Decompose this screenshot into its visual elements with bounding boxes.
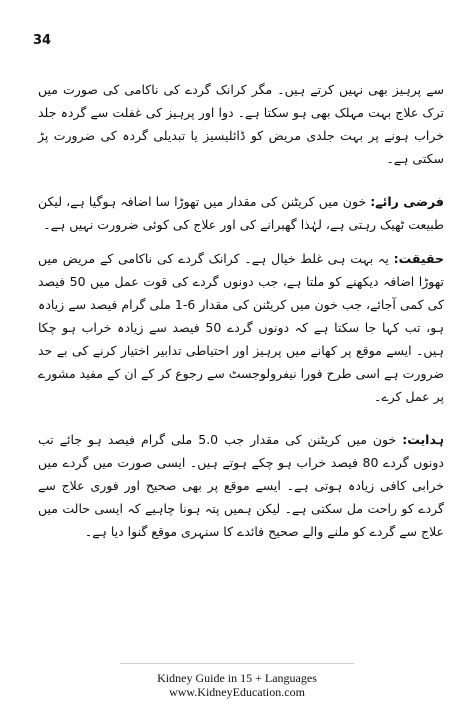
fact-text: یہ بہت ہی غلط خیال ہے۔ کرانک گردے کی ناکامی کے مریض میں تھوڑا اضافہ دیکھنے کو ملتا ہے، جب دونوں گردے کی قوت عمل میں 50 فیصد کی کمی آجائے، جب خون میں کریٹنن کی مقدار 6-1 ملی گرام فیصد سے زیادہ ہو، تب کہا جا سکتا ہے کہ دونوں گردے 50 فیصد سے زیادہ خراب ہو چکا ہیں۔ ایسے موقع پر کھانے میں پرہیز اور احتیاطی تدابیر اختیار کرنے کی بے حد ضرورت ہے اسی طرح فورا نیفرولوجسٹ سے رجوع کر کے ان کے مفید مشورے پر عمل کرے۔ bbox=[38, 251, 444, 404]
footer-website-link[interactable]: www.KidneyEducation.com bbox=[169, 685, 305, 699]
paragraph-text: سے پرہیز بھی نہیں کرتے ہیں۔ مگر کرانک گردے کی ناکامی کی صورت میں ترک علاج بہت مہلک بھی ہو سکتا ہے۔ دوا اور پرہیز کی غفلت سے گردہ جلد خراب ہونے پر بہت جلدی مریض کو ڈائلیسیز یا تبدیلی گردہ کی ضرورت پڑ سکتی ہے۔ bbox=[38, 82, 444, 166]
footer-title: Kidney Guide in 15 + Languages bbox=[157, 671, 317, 685]
paragraph-fact bbox=[38, 247, 444, 408]
advice-text: خون میں کریٹنن کی مقدار جب 5.0 ملی گرام فیصد ہو جائے تب دونوں گردے 80 فیصد خراب ہو چکے ہوتے ہیں۔ ایسی صورت میں گردے میں خرابی کافی زیادہ ہوتی ہے۔ ایسے موقع پر بھی صحیح اور فوری علاج سے گردے کو راحت مل سکتی ہے۔ لیکن ہمیں پتہ ہونا چاہیے کہ ایسی حالت میں علاج سے گردے کو ملنے والے صحیح فائدے کا سنہری موقع گنوا دیا ہے۔ bbox=[38, 432, 444, 539]
page-footer bbox=[0, 671, 474, 699]
fact-label: حقیقت: bbox=[393, 251, 444, 266]
myth-text: خون میں کریٹنن کی مقدار میں تھوڑا سا اضافہ ہوگیا ہے، لیکن طبیعت ٹھیک رہتی ہے، لہٰذا گھبرانے کی اور علاج کی کوئی ضرورت نہیں ہے۔ bbox=[38, 194, 444, 232]
myth-label: فرضی رائے: bbox=[370, 194, 444, 209]
page-number: 34 bbox=[33, 33, 52, 48]
paragraph-advice bbox=[38, 428, 444, 543]
advice-label: ہدایت: bbox=[402, 432, 444, 447]
paragraph-myth bbox=[38, 190, 444, 236]
page-body bbox=[38, 78, 444, 563]
footer-divider bbox=[120, 663, 354, 664]
paragraph-intro bbox=[38, 78, 444, 170]
